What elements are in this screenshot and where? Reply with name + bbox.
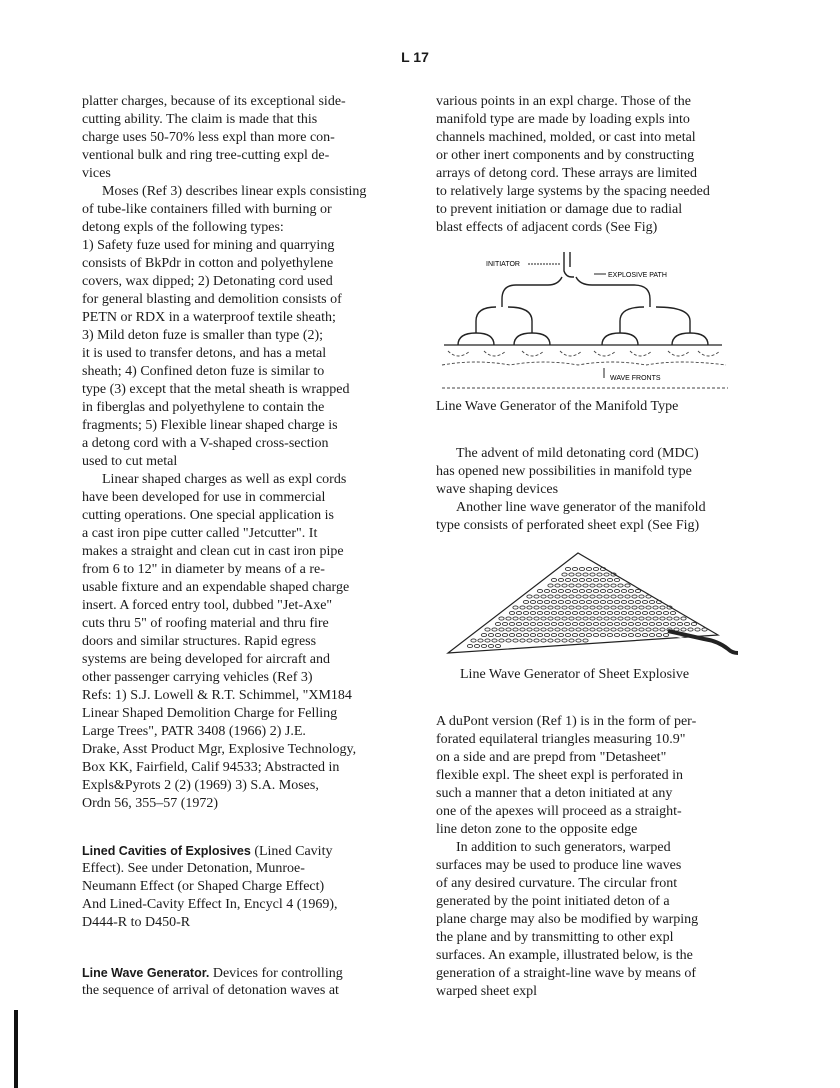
text-line: insert. A forced entry tool, dubbed "Jet-Axe" [82,598,333,613]
text-line: generated by the point initiated deton of a [436,894,670,909]
triangle-sheet [448,553,718,653]
text-line: Large Trees", PATR 3408 (1966) 2) J.E. [82,724,306,739]
text-line: Another line wave generator of the manifold [456,500,706,515]
text-line: other passenger carrying vehicles (Ref 3) [82,670,313,685]
text-line: consists of BkPdr in cotton and polyethylene [82,256,334,271]
left-column [82,93,392,813]
entry-heading: Line Wave Generator. [82,966,210,980]
text-line: a cast iron pipe cutter called "Jetcutter". It [82,526,318,541]
text-line: (Lined Cavity [254,844,333,859]
page-number: L 17 [401,49,429,65]
text-line: type (3) except that the metal sheath is wrapped [82,382,350,397]
wave-fronts-label: WAVE FRONTS [610,375,661,382]
text-line: vices [82,166,111,181]
text-line: detong expls of the following types: [82,220,284,235]
text-line: The advent of mild detonating cord (MDC) [456,446,699,461]
text-line: line deton zone to the opposite edge [436,822,638,837]
text-line: to prevent initiation or damage due to radial [436,202,683,217]
text-line: or other inert components and by constructing [436,148,695,163]
text-line: makes a straight and clean cut in cast iron pipe [82,544,344,559]
text-line: Moses (Ref 3) describes linear expls consisting [102,184,367,199]
text-line: forated equilateral triangles measuring 10.9" [436,732,686,747]
text-line: Linear Shaped Demolition Charge for Felling [82,706,338,721]
text-line: 1) Safety fuze used for mining and quarrying [82,238,335,253]
text-line: warped sheet expl [436,984,538,999]
text-line: charge uses 50-70% less expl than more con- [82,130,335,145]
text-line: has opened new possibilities in manifold type [436,464,692,479]
text-line: systems are being developed for aircraft and [82,652,331,667]
text-line: manifold type are made by loading expls into [436,112,690,127]
text-line: type consists of perforated sheet expl (See Fig) [436,518,700,533]
text-line: flexible expl. The sheet expl is perforated in [436,768,683,783]
text-line: of tube-like containers filled with burning or [82,202,332,217]
text-line: blast effects of adjacent cords (See Fig) [436,220,658,235]
text-line: surfaces. An example, illustrated below, is the [436,948,693,963]
text-line: cuts thru 5" of roofing material and thru fire [82,616,329,631]
text-line: from 6 to 12" in diameter by means of a re- [82,562,325,577]
text-line: various points in an expl charge. Those of the [436,94,691,109]
text-line: D444-R to D450-R [82,915,191,930]
text-line: generation of a straight-line wave by means of [436,966,697,981]
text-line: Expls&Pyrots 2 (2) (1969) 3) S.A. Moses, [82,778,319,793]
text-line: of any desired curvature. The circular front [436,876,678,891]
entry-heading: Lined Cavities of Explosives [82,844,251,858]
text-line: the plane and by transmitting to other expl [436,930,674,945]
text-line: such a manner that a deton initiated at any [436,786,673,801]
text-line: sheath; 4) Confined deton fuze is similar to [82,364,325,379]
figure-caption: Line Wave Generator of the Manifold Type [436,399,679,414]
text-line: have been developed for use in commercial [82,490,326,505]
margin-scan-bar [14,1010,18,1088]
text-line: arrays of detong cord. These arrays are limited [436,166,697,181]
text-line: covers, wax dipped; 2) Detonating cord used [82,274,333,289]
text-line: plane charge may also be modified by warping [436,912,699,927]
text-line: Linear shaped charges as well as expl cords [102,472,347,487]
text-line: Devices for controlling [212,966,343,981]
text-line: surfaces may be used to produce line waves [436,858,682,873]
text-line: Drake, Asst Product Mgr, Explosive Technology, [82,742,357,757]
initiator-label: INITIATOR [486,261,520,268]
sheet-explosive-figure [436,535,758,665]
text-line: on a side and are prepd from "Detasheet" [436,750,667,765]
lined-cavities-entry [82,842,392,932]
text-line: a detong cord with a V-shaped cross-section [82,436,329,451]
line-wave-generator-entry [82,964,392,1000]
text-line: doors and similar structures. Rapid egress [82,634,317,649]
text-line: Neumann Effect (or Shaped Charge Effect) [82,879,325,894]
text-line: platter charges, because of its exceptional side- [82,94,346,109]
text-line: fragments; 5) Flexible linear shaped charge is [82,418,338,433]
text-line: to relatively large systems by the spacing needed [436,184,710,199]
wave-fronts [442,351,728,388]
text-line: Effect). See under Detonation, Munroe- [82,861,305,876]
explosive-path-label: EXPLOSIVE PATH [608,272,667,279]
text-line: Refs: 1) S.J. Lowell & R.T. Schimmel, "XM184 [82,688,352,703]
text-line: PETN or RDX in a waterproof textile sheath; [82,310,336,325]
text-line: Box KK, Fairfield, Calif 94533; Abstracted in [82,760,340,775]
text-line: Ordn 56, 355–57 (1972) [82,796,219,811]
text-line: usable fixture and an expendable shaped charge [82,580,350,595]
text-line: ventional bulk and ring tree-cutting expl de- [82,148,330,163]
text-line: In addition to such generators, warped [456,840,671,855]
text-line: used to cut metal [82,454,178,469]
text-line: it is used to transfer detons, and has a metal [82,346,327,361]
text-line: wave shaping devices [436,482,559,497]
manifold-figure [436,237,758,397]
text-line: A duPont version (Ref 1) is in the form of per- [436,714,697,729]
text-line: in fiberglas and polyethylene to contain the [82,400,325,415]
figure-caption: Line Wave Generator of Sheet Explosive [460,667,690,682]
text-line: 3) Mild deton fuze is smaller than type (2); [82,328,324,343]
text-line: the sequence of arrival of detonation waves at [82,983,339,998]
text-line: for general blasting and demolition consists of [82,292,342,307]
text-line: And Lined-Cavity Effect In, Encycl 4 (1969), [82,897,338,912]
text-line: one of the apexes will proceed as a straight- [436,804,682,819]
text-line: cutting operations. One special application is [82,508,334,523]
right-column [436,93,758,1001]
text-line: cutting ability. The claim is made that this [82,112,318,127]
text-line: channels machined, molded, or cast into metal [436,130,696,145]
